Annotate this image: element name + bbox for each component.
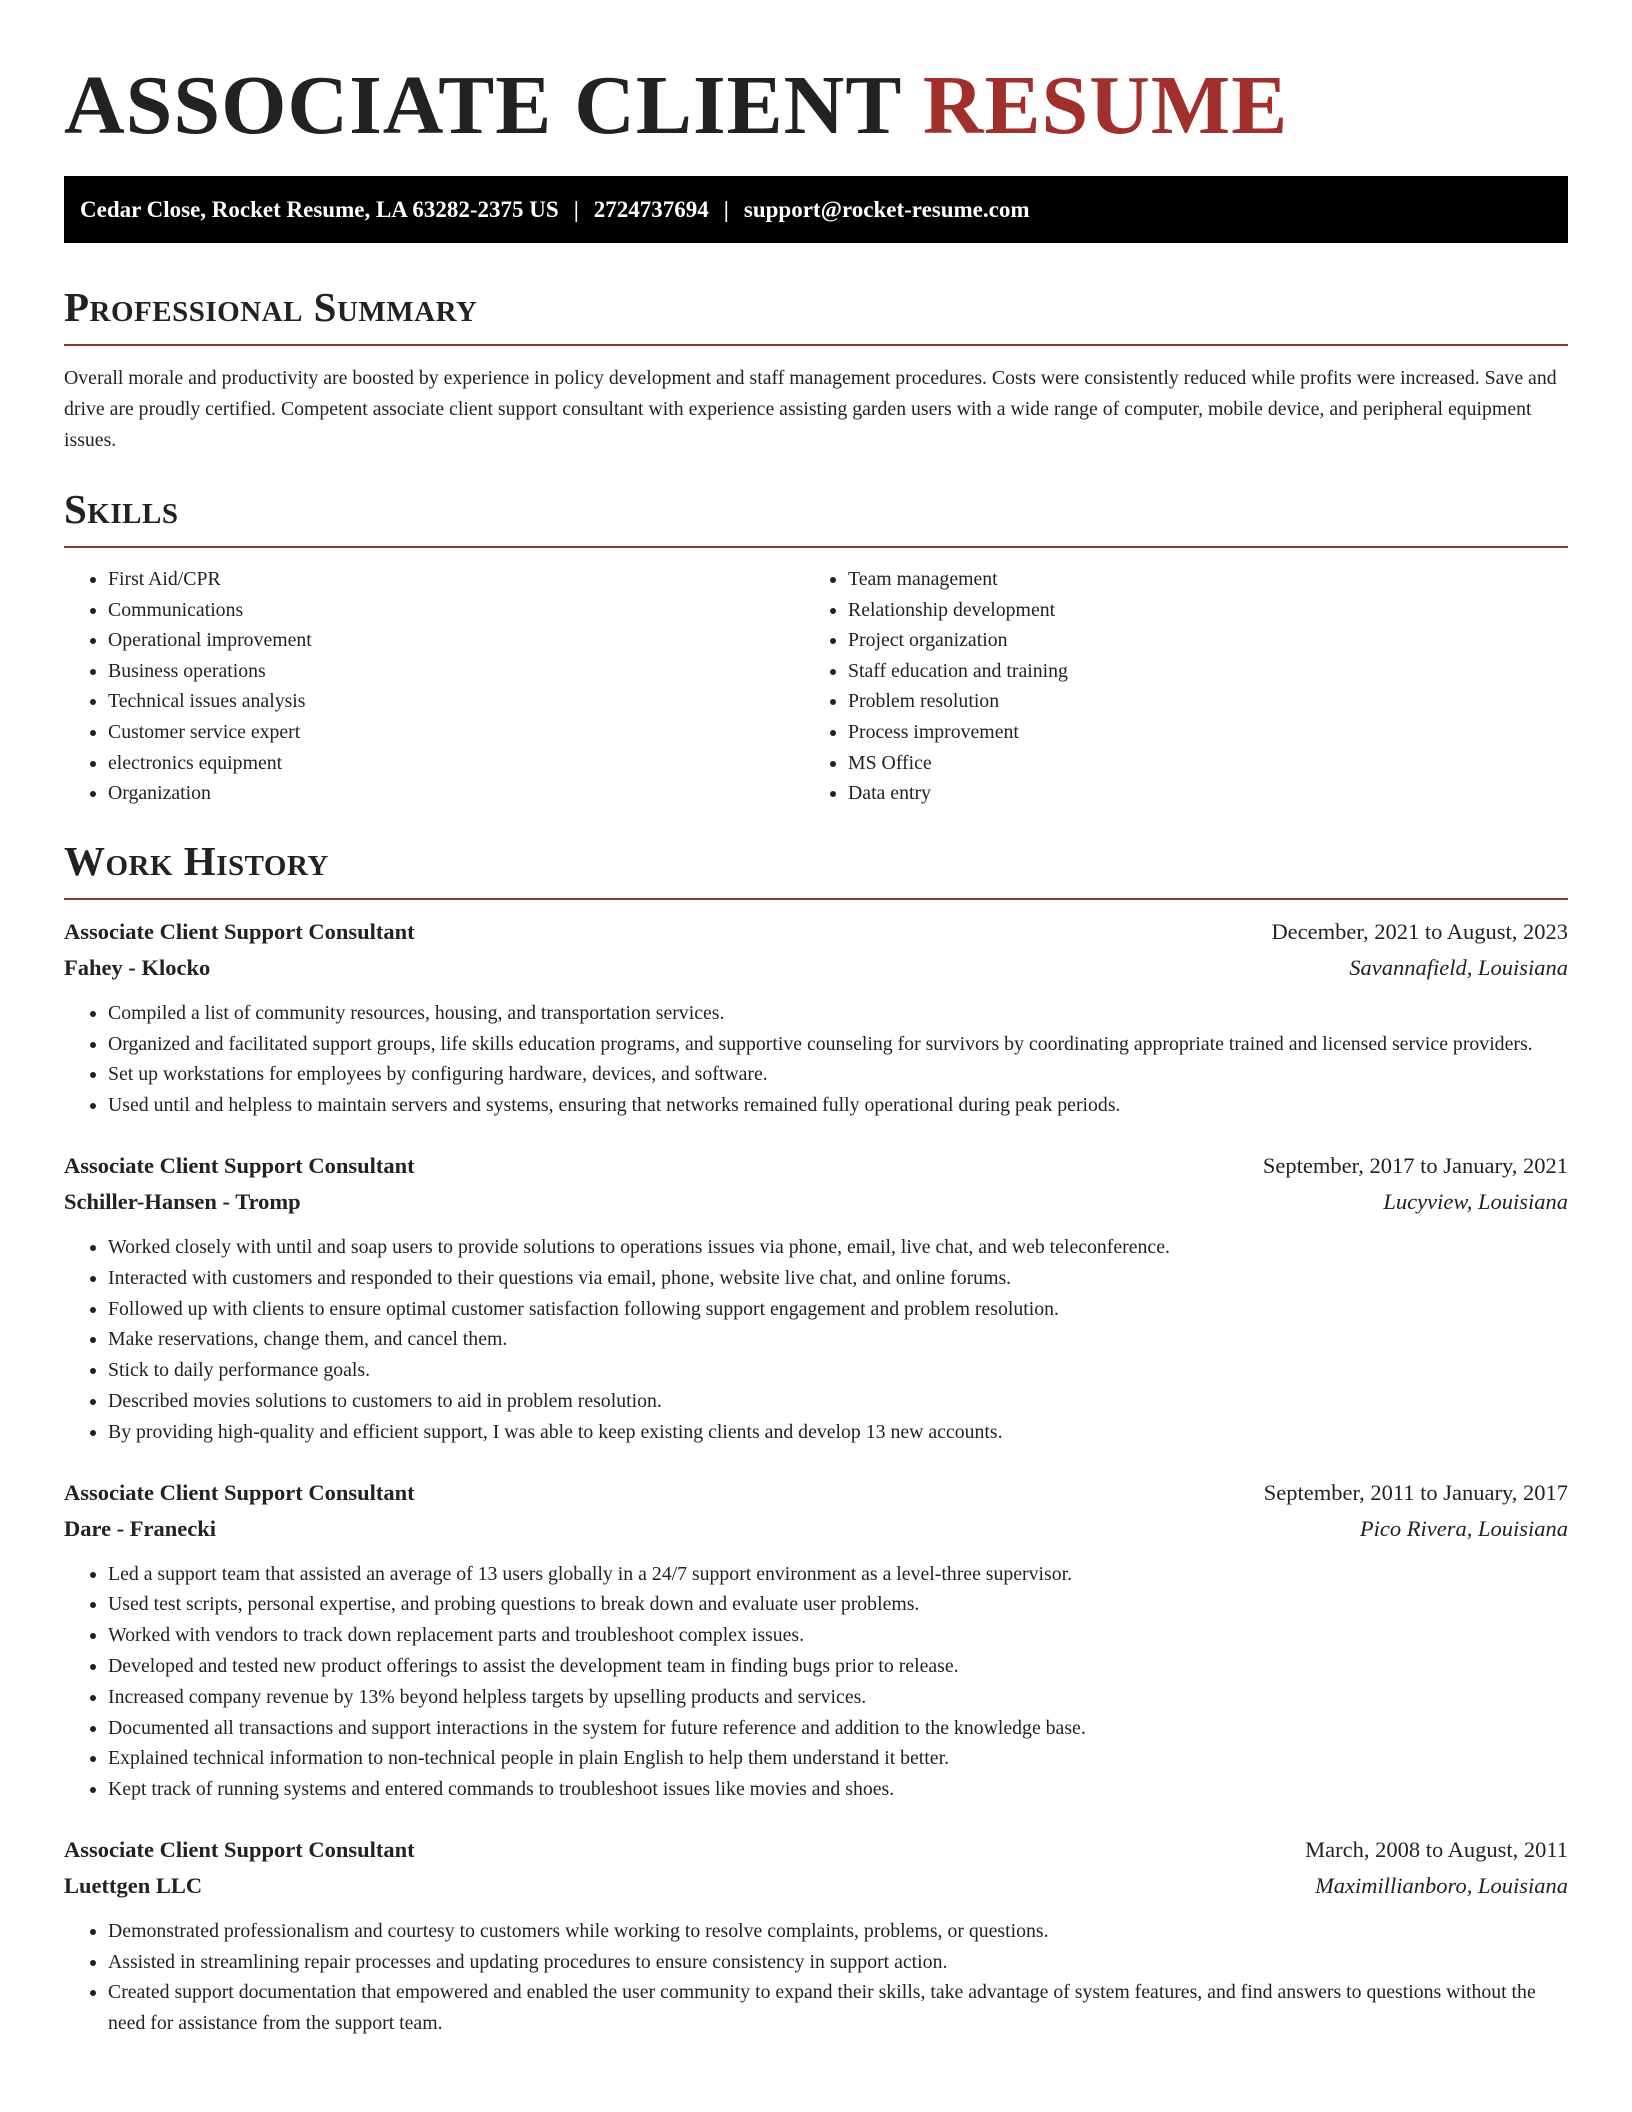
job-entry: [64, 1475, 1568, 1805]
job-company: Schiller-Hansen - Tromp: [64, 1188, 301, 1214]
resume-title: [64, 58, 1568, 154]
skill-item: • Process improvement: [848, 717, 1544, 748]
skill-item: • Project organization: [848, 625, 1544, 656]
skill-item: • Relationship development: [848, 595, 1544, 626]
skill-item: • Business operations: [108, 656, 804, 687]
job-bullet: • Organized and facilitated support groups, life skills education programs, and supportive counseling for survivors by coordinating appropriate trained and licensed service providers.: [108, 1029, 1568, 1060]
job-header: [64, 1148, 1568, 1184]
job-company: Fahey - Klocko: [64, 954, 211, 980]
resume-title-main: ASSOCIATE CLIENT: [64, 59, 901, 152]
job-title: Associate Client Support Consultant: [64, 1479, 415, 1505]
job-bullet: • Demonstrated professionalism and courtesy to customers while working to resolve complaints, problems, or questions.: [108, 1916, 1568, 1947]
job-location: Lucyview, Louisiana: [1383, 1188, 1568, 1214]
job-bullet: • Developed and tested new product offerings to assist the development team in finding bugs prior to release.: [108, 1651, 1568, 1682]
summary-section: [64, 282, 1568, 456]
work-history-heading: Work History: [64, 837, 329, 884]
job-subheader: [64, 950, 1568, 986]
job-title: Associate Client Support Consultant: [64, 1836, 415, 1862]
skills-list-right: [804, 564, 1544, 809]
job-bullet: • Described movies solutions to customers to aid in problem resolution.: [108, 1386, 1568, 1417]
job-bullet: • Led a support team that assisted an average of 13 users globally in a 24/7 support environment as a level-three supervisor.: [108, 1559, 1568, 1590]
job-bullet: • Worked closely with until and soap users to provide solutions to operations issues via phone, email, live chat, and web teleconference.: [108, 1232, 1568, 1263]
job-bullet: • Explained technical information to non-technical people in plain English to help them understand it better.: [108, 1743, 1568, 1774]
job-bullet: • By providing high-quality and efficient support, I was able to keep existing clients and develop 13 new accounts.: [108, 1417, 1568, 1448]
job-bullets: [64, 998, 1568, 1121]
skill-item: • electronics equipment: [108, 748, 804, 779]
skills-list-left: [64, 564, 804, 809]
skill-item: • Customer service expert: [108, 717, 804, 748]
summary-text: Overall morale and productivity are boosted by experience in policy development and staff management procedures. Costs were consistently reduced while profits were increased. Save and drive are proudly certified. Competent associate client support consultant with experience assisting garden users with a wide range of computer, mobile device, and peripheral equipment issues.: [64, 367, 1557, 451]
job-subheader: [64, 1184, 1568, 1220]
job-location: Savannafield, Louisiana: [1349, 954, 1568, 980]
job-bullet: • Stick to daily performance goals.: [108, 1355, 1568, 1386]
job-subheader: [64, 1511, 1568, 1547]
job-bullet: • Interacted with customers and responded to their questions via email, phone, website live chat, and online forums.: [108, 1263, 1568, 1294]
resume-title-accent: RESUME: [922, 59, 1289, 152]
job-header: [64, 914, 1568, 950]
contact-address: Cedar Close, Rocket Resume, LA 63282-2375 US: [80, 197, 559, 222]
job-bullet: • Set up workstations for employees by configuring hardware, devices, and software.: [108, 1059, 1568, 1090]
summary-heading: Professional Summary: [64, 284, 478, 330]
job-bullet: • Documented all transactions and support interactions in the system for future reference and addition to the knowledge base.: [108, 1713, 1568, 1744]
section-divider: [64, 344, 1568, 346]
job-bullets: [64, 1559, 1568, 1805]
job-entry: [64, 1832, 1568, 2039]
job-bullet: • Followed up with clients to ensure optimal customer satisfaction following support engagement and problem resolution.: [108, 1294, 1568, 1325]
skill-item: • Team management: [848, 564, 1544, 595]
job-title: Associate Client Support Consultant: [64, 1152, 415, 1178]
job-bullet: • Created support documentation that empowered and enabled the user community to expand their skills, take advantage of system features, and find answers to questions without the need for assistance from the support team.: [108, 1977, 1568, 2039]
resume-page: [64, 0, 1568, 2039]
skill-item: • Organization: [108, 778, 804, 809]
job-title: Associate Client Support Consultant: [64, 918, 415, 944]
job-header: [64, 1832, 1568, 1868]
job-bullet: • Worked with vendors to track down replacement parts and troubleshoot complex issues.: [108, 1620, 1568, 1651]
contact-bar: [64, 176, 1568, 243]
job-dates: September, 2011 to January, 2017: [1263, 1479, 1568, 1505]
section-divider: [64, 898, 1568, 900]
job-bullet: • Compiled a list of community resources, housing, and transportation services.: [108, 998, 1568, 1029]
job-dates: September, 2017 to January, 2021: [1262, 1152, 1568, 1178]
job-bullet: • Increased company revenue by 13% beyond helpless targets by upselling products and services.: [108, 1682, 1568, 1713]
skills-section: [64, 484, 1568, 809]
job-bullet: • Kept track of running systems and entered commands to troubleshoot issues like movies and shoes.: [108, 1774, 1568, 1805]
job-bullet: • Assisted in streamlining repair processes and updating procedures to ensure consistency in support action.: [108, 1947, 1568, 1978]
skill-item: • Operational improvement: [108, 625, 804, 656]
contact-phone: 2724737694: [593, 197, 709, 222]
job-bullets: [64, 1916, 1568, 2039]
contact-separator: |: [573, 197, 579, 222]
job-bullet: • Used test scripts, personal expertise, and probing questions to break down and evaluate user problems.: [108, 1589, 1568, 1620]
job-entry: [64, 1148, 1568, 1448]
work-history-section: [64, 836, 1568, 2039]
skill-item: • Staff education and training: [848, 656, 1544, 687]
job-location: Pico Rivera, Louisiana: [1359, 1515, 1568, 1541]
job-bullet: • Make reservations, change them, and cancel them.: [108, 1324, 1568, 1355]
job-company: Luettgen LLC: [64, 1872, 203, 1898]
job-header: [64, 1475, 1568, 1511]
skill-item: • Data entry: [848, 778, 1544, 809]
section-divider: [64, 546, 1568, 548]
skill-item: • First Aid/CPR: [108, 564, 804, 595]
job-bullets: [64, 1232, 1568, 1448]
skill-item: • Communications: [108, 595, 804, 626]
skills-heading: Skills: [64, 486, 179, 532]
job-dates: December, 2021 to August, 2023: [1271, 918, 1568, 944]
skill-item: • MS Office: [848, 748, 1544, 779]
job-location: Maximillianboro, Louisiana: [1315, 1872, 1568, 1898]
job-entry: [64, 914, 1568, 1121]
job-bullet: • Used until and helpless to maintain servers and systems, ensuring that networks remained fully operational during peak periods.: [108, 1090, 1568, 1121]
job-subheader: [64, 1868, 1568, 1904]
job-company: Dare - Franecki: [64, 1515, 217, 1541]
skill-item: • Technical issues analysis: [108, 686, 804, 717]
contact-separator: |: [723, 197, 729, 222]
skills-columns: [64, 564, 1568, 809]
contact-email: support@rocket-resume.com: [743, 197, 1030, 222]
job-dates: March, 2008 to August, 2011: [1305, 1836, 1568, 1862]
skill-item: • Problem resolution: [848, 686, 1544, 717]
